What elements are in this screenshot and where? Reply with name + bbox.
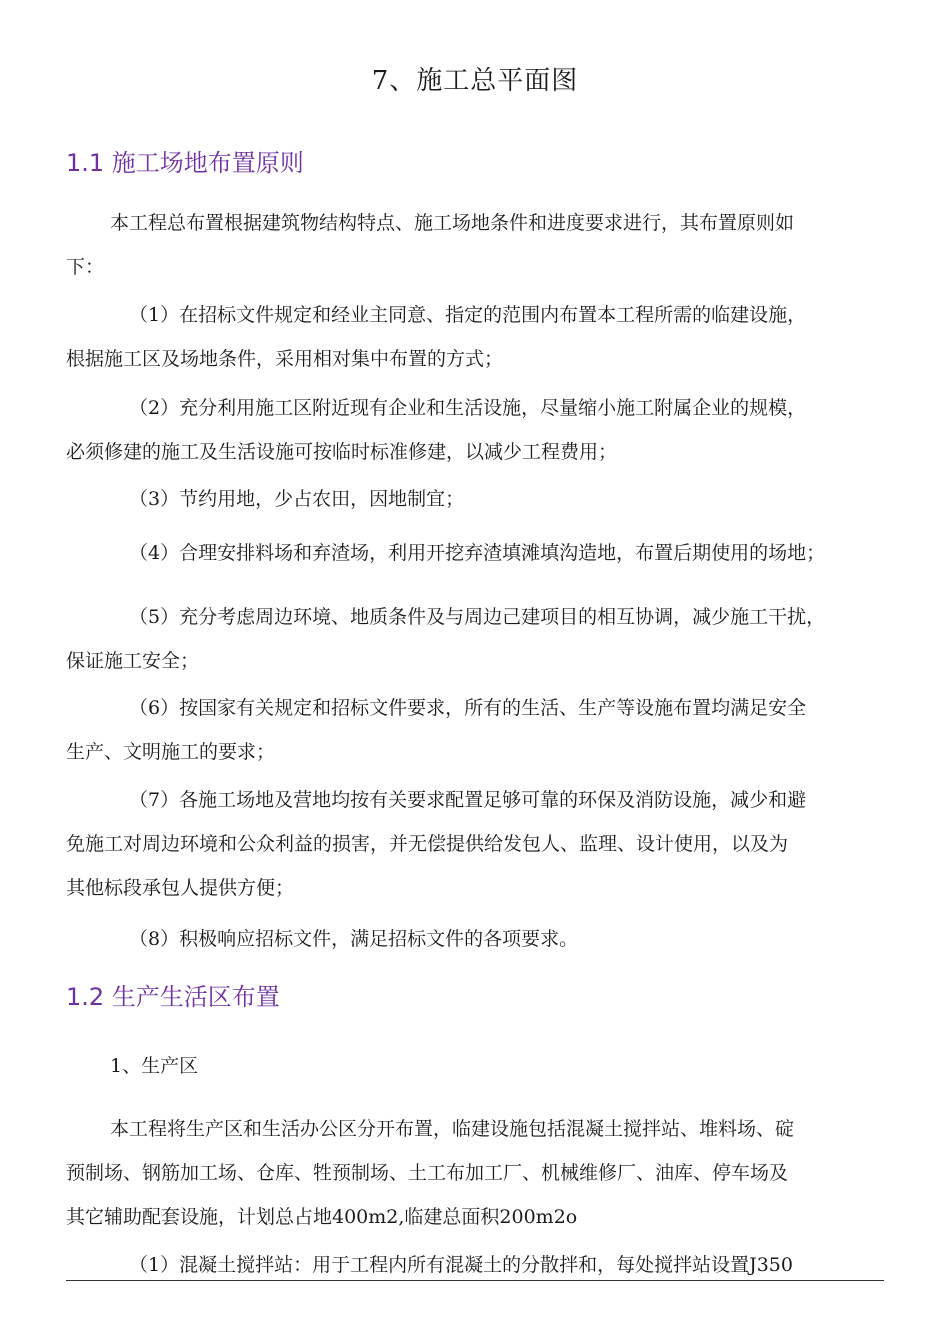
principle-item-8 xyxy=(66,917,886,961)
text-line: 免施工对周边环境和公众利益的损害，并无偿提供给发包人、监理、设计使用，以及为 xyxy=(66,833,789,855)
text-line: （5）充分考虑周边环境、地质条件及与周边己建项目的相互协调，减少施工干扰， xyxy=(129,606,826,628)
principle-item-5 xyxy=(66,595,886,683)
text-line: 保证施工安全； xyxy=(66,650,200,672)
text-line: （2）充分利用施工区附近现有企业和生活设施，尽量缩小施工附属企业的规模， xyxy=(129,397,807,419)
text-line: （1）混凝土搅拌站：用于工程内所有混凝土的分散拌和，每处搅拌站设置J350 xyxy=(129,1254,793,1276)
text-line: （4）合理安排料场和弃渣场，利用开挖弃渣填滩填沟造地，布置后期使用的场地； xyxy=(129,542,826,564)
section-heading-1-2: 1.2 生产生活区布置 xyxy=(66,983,280,1011)
principle-item-2 xyxy=(66,386,886,474)
text-line: 生产、文明施工的要求； xyxy=(66,741,276,763)
text-line: （7）各施工场地及营地均按有关要求配置足够可靠的环保及消防设施，减少和避 xyxy=(129,789,807,811)
principle-item-6 xyxy=(66,686,886,774)
principle-item-4 xyxy=(66,531,886,575)
text-line: 本工程总布置根据建筑物结构特点、施工场地条件和进度要求进行，其布置原则如 xyxy=(110,212,795,234)
text-line: 其他标段承包人提供方便； xyxy=(66,877,295,899)
principle-item-7 xyxy=(66,778,886,910)
text-line: 必须修建的施工及生活设施可按临时标准修建，以减少工程费用； xyxy=(66,441,618,463)
production-area-paragraph xyxy=(66,1107,886,1239)
subheading-production-area xyxy=(66,1044,886,1088)
text-line: 1、生产区 xyxy=(110,1055,199,1077)
text-line: （3）节约用地，少占农田，因地制宜； xyxy=(129,488,465,510)
text-line: 根据施工区及场地条件，采用相对集中布置的方式； xyxy=(66,348,504,370)
text-line: 本工程将生产区和生活办公区分开布置，临建设施包括混凝土搅拌站、堆料场、碇 xyxy=(110,1118,795,1140)
text-line: 预制场、钢筋加工场、仓库、牲预制场、土工布加工厂、机械维修厂、油库、停车场及 xyxy=(66,1162,789,1184)
section-heading-1-1: 1.1 施工场地布置原则 xyxy=(66,149,304,177)
page-bottom-rule xyxy=(66,1280,884,1281)
text-line: （8）积极响应招标文件，满足招标文件的各项要求。 xyxy=(129,928,579,950)
intro-paragraph xyxy=(66,201,886,289)
text-line: （1）在招标文件规定和经业主同意、指定的范围内布置本工程所需的临建设施， xyxy=(129,304,807,326)
principle-item-3 xyxy=(66,477,886,521)
text-line: 其它辅助配套设施，计划总占地400m2,临建总面积200m2o xyxy=(66,1206,578,1228)
text-line: （6）按国家有关规定和招标文件要求，所有的生活、生产等设施布置均满足安全 xyxy=(129,697,807,719)
principle-item-1 xyxy=(66,293,886,381)
document-title: 7、施工总平面图 xyxy=(371,66,579,96)
text-line: 下： xyxy=(66,256,105,278)
